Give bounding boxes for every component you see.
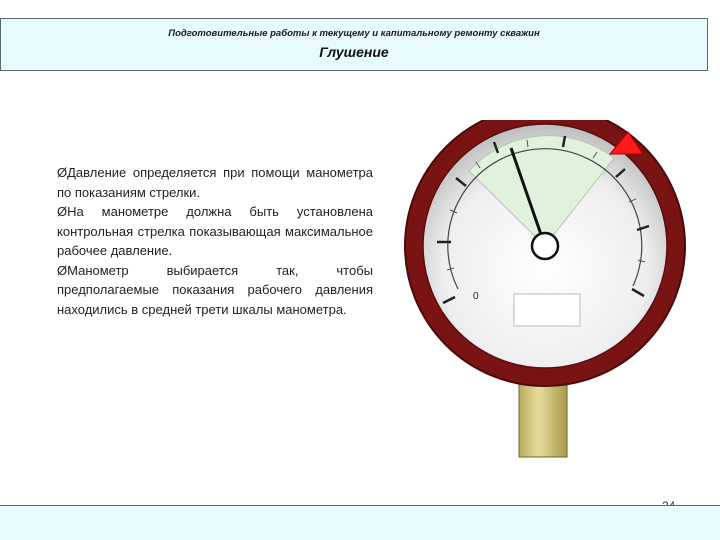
header-subtitle: Подготовительные работы к текущему и капитальному ремонту скважин — [168, 28, 540, 39]
header-title: Глушение — [319, 44, 389, 60]
paragraph-text: На манометре должна быть установлена контрольная стрелка показывающая максимальное рабочее давление. — [57, 204, 373, 258]
zero-label: 0 — [473, 291, 479, 302]
bullet-arrow-icon: Ø — [57, 204, 68, 219]
slide-header — [0, 18, 708, 71]
paragraph-text: Давление определяется при помощи манометра по показаниям стрелки. — [57, 165, 373, 200]
bullet-arrow-icon: Ø — [57, 165, 68, 180]
paragraph-2 — [57, 202, 373, 261]
manometer-illustration — [400, 120, 700, 465]
needle-hub — [532, 233, 558, 259]
paragraph-3 — [57, 261, 373, 320]
body-text — [57, 163, 373, 319]
readout-window — [514, 294, 580, 326]
paragraph-1 — [57, 163, 373, 202]
paragraph-text: Манометр выбирается так, чтобы предполагаемые показания рабочего давления находились в средней трети шкалы манометра. — [57, 262, 373, 317]
gauge-stem — [519, 375, 567, 457]
slide-footer — [0, 505, 720, 540]
bullet-arrow-icon: Ø — [57, 262, 68, 278]
